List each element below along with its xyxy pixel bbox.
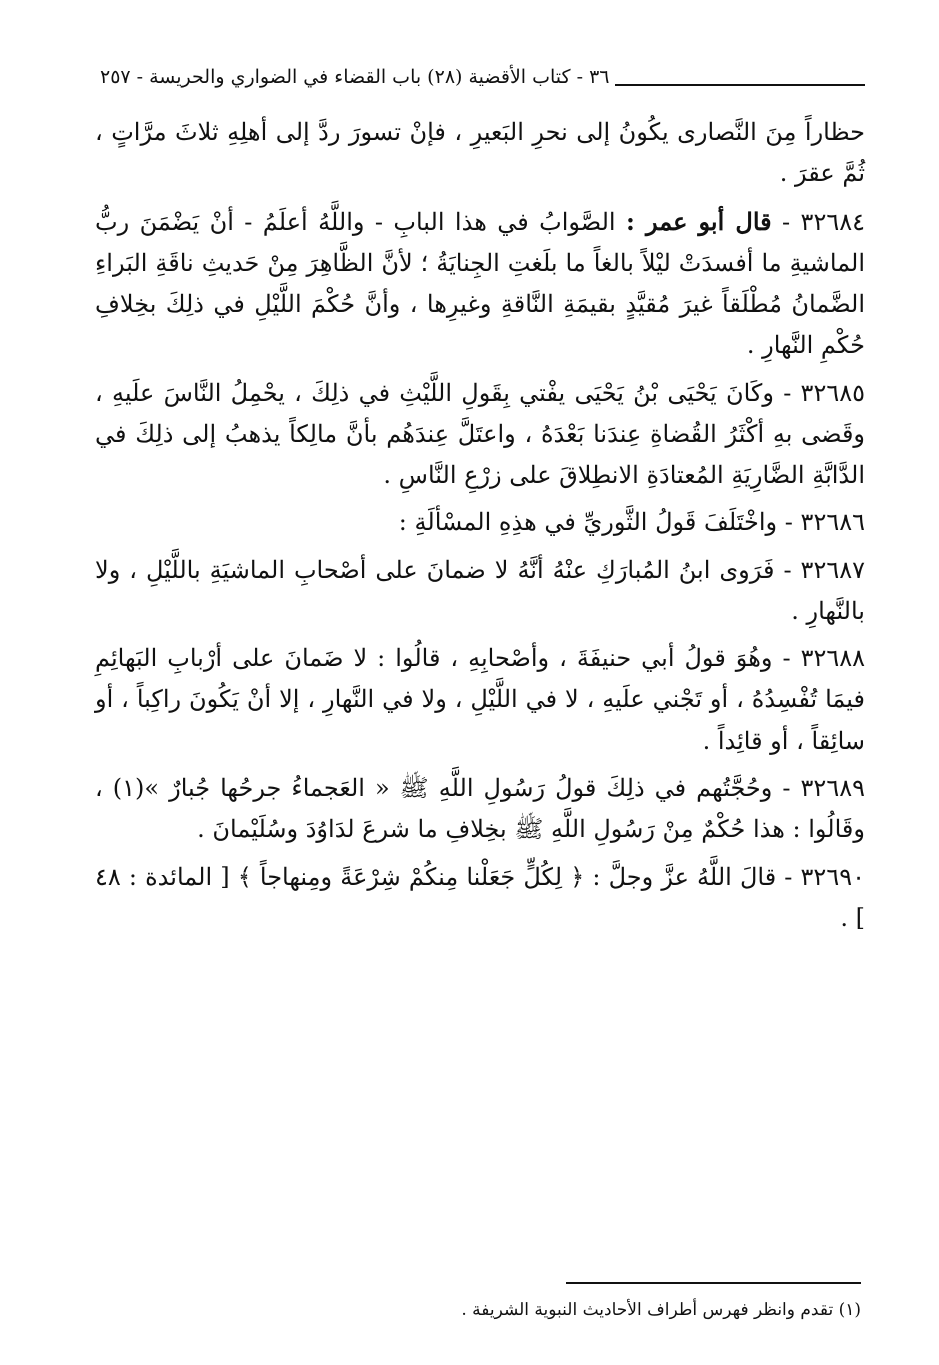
paragraph-32686 [95,502,865,543]
paragraph-text: حظاراً مِنَ النَّصارى يكُونُ إلى نحرِ البَعيرِ ، فإنْ تسورَ ردَّ إلى أهلِهِ ثلاثَ مرَّاتٍ ، ثُمَّ عقرَ . [95,118,865,188]
paragraph-text: فَرَوى ابنُ المُبارَكِ عنْهُ أنَّهُ لا ضمانَ على أصْحابِ الماشيَةِ باللَّيْلِ ، ولا بالنَّهارِ . [95,555,865,625]
paragraph-text: الصَّوابُ في هذا البابِ - واللَّهُ أعلَمُ - أنْ يَضْمَنَ ربُّ الماشيةِ ما أفسدَتْ ليْلاً بالغاً ما بلَغتِ الجِنايَةُ ؛ لأنَّ الظَّاهِرَ مِنْ حَديثِ ناقَةِ البَراءِ الضَّمانُ مُطْلَقاً غيرَ مُقيَّدٍ بقيمَةِ النَّاقةِ وغيرِها ، وأنَّ حُكْمَ اللَّيْلِ في ذلِكَ بخِلافِ حُكْمِ النَّهارِ . [95,207,865,360]
footnote-rule [566,1282,861,1284]
body-text [95,112,865,945]
footnote: (١) تقدم وانظر فهرس أطراف الأحاديث النبوية الشريفة . [461,1300,861,1320]
paragraph-32687 [95,550,865,633]
paragraph-continuation [95,112,865,195]
paragraph-32689 [95,768,865,851]
paragraph-32690 [95,857,865,940]
paragraph-number: ٣٢٦٨٥ - [783,378,865,407]
paragraph-text: واخْتَلَفَ قَولُ الثَّوريِّ في هذِهِ المسْألَةِ : [398,508,778,537]
running-header [100,58,865,94]
paragraph-text: وحُجَّتُهم في ذلِكَ قولُ رَسُولِ اللَّهِ ﷺ « العَجماءُ جرحُها جُبارٌ »(١) ، وقَالُوا : هذا حُكْمٌ مِنْ رَسُولِ اللَّهِ ﷺ بخِلافِ ما شرعَ لدَاوُدَ وسُلَيْمانَ . [95,773,865,844]
paragraph-number: ٣٢٦٨٤ - [782,207,865,236]
paragraph-32684 [95,201,865,367]
running-title: ٣٦ - كتاب الأقضية (٢٨) باب القضاء في الضواري والحريسة - ٢٥٧ [100,66,610,88]
paragraph-number: ٣٢٦٩٠ - [784,862,865,891]
paragraph-32688 [95,638,865,762]
paragraph-lead: قال أبو عمر : [625,206,772,236]
paragraph-number: ٣٢٦٨٧ - [783,555,865,584]
paragraph-text: وهُوَ قولُ أبي حنيفَةَ ، وأصْحابِهِ ، قالُوا : لا ضَمانَ على أرْبابِ البَهائِمِ فيمَا تُفْسِدُهُ ، أو تَجْني علَيهِ ، لا في اللَّيْلِ ، ولا في النَّهارِ ، إلا أنْ يَكُونَ راكِباً ، أو سائِقاً ، أو قائِداً . [95,644,865,755]
paragraph-number: ٣٢٦٨٨ - [782,644,866,673]
paragraph-number: ٣٢٦٨٦ - [784,508,865,537]
header-rule [615,84,865,86]
paragraph-32685 [95,373,865,497]
paragraph-text: قالَ اللَّهُ عزَّ وجلَّ : ﴿ لِكُلٍّ جَعَلْنا مِنكُمْ شِرْعَةً ومِنهاجاً ﴾ [ المائدة : ٤٨ ] . [95,862,865,932]
paragraph-text: وكَانَ يَحْيَى بْنُ يَحْيَى يفْتي بِقَولِ اللَّيْثِ في ذلِكَ ، يحْمِلُ النَّاسَ علَيهِ ، وقَضى بهِ أكْثَرُ القُضاةِ عِندَنا بَعْدَهُ ، واعتَلَّ عِندَهُم بأنَّ مالِكاً يذهبُ إلى ذلِكَ في الدَّابَّةِ الضَّارِيَةِ المُعتادَةِ الانطِلاقَ على زرْعِ النَّاسِ . [95,378,865,490]
paragraph-number: ٣٢٦٨٩ - [782,773,865,802]
